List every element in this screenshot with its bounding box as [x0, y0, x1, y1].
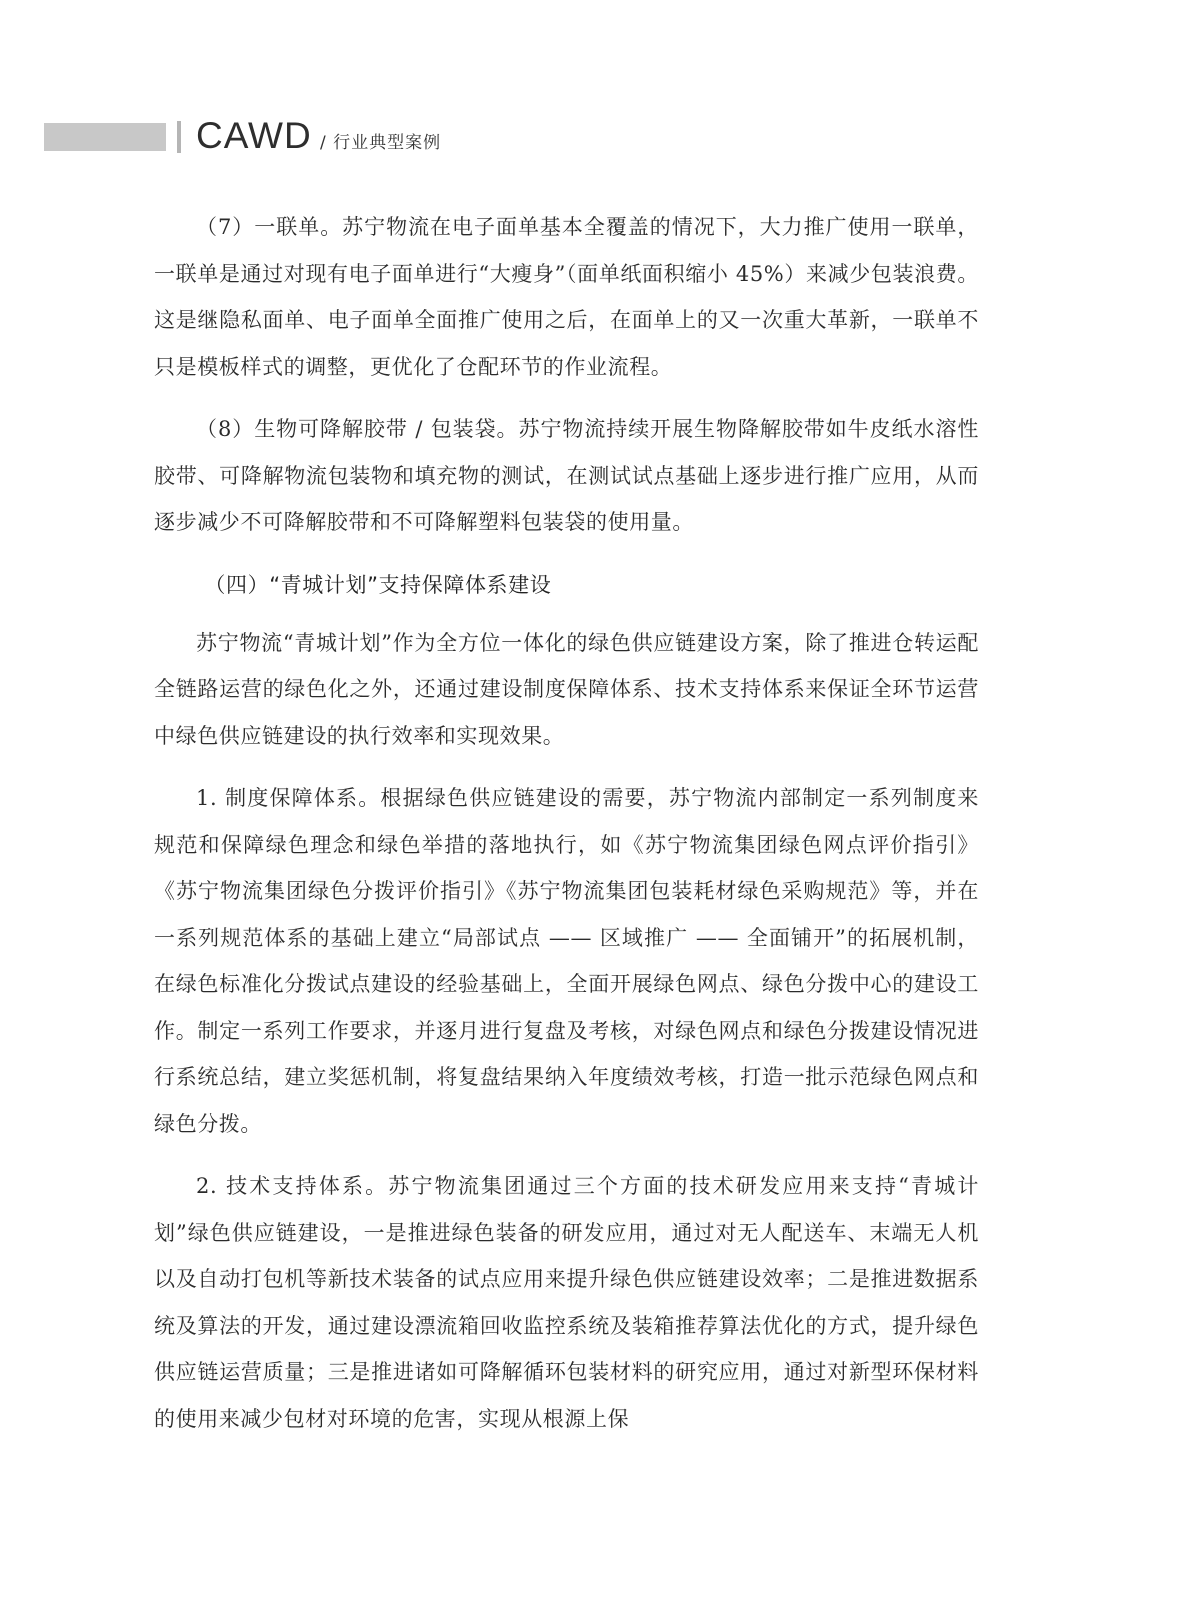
paragraph-institutional-system: 1. 制度保障体系。根据绿色供应链建设的需要，苏宁物流内部制定一系列制度来规范和保障绿色理念和绿色举措的落地执行，如《苏宁物流集团绿色网点评价指引》《苏宁物流集团绿色分拨评价指引》《苏宁物流集团包装耗材绿色采购规范》等，并在一系列规范体系的基础上建立“局部试点 —— 区域推广 —— 全面铺开”的拓展机制，在绿色标准化分拨试点建设的经验基础上，全面开展绿色网点、绿色分拨中心的建设工作。制定一系列工作要求，并逐月进行复盘及考核，对绿色网点和绿色分拨建设情况进行系统总结，建立奖惩机制，将复盘结果纳入年度绩效考核，打造一批示范绿色网点和绿色分拨。 — [154, 786, 979, 1136]
paragraph-biodegradable-tape: （8）生物可降解胶带 / 包装袋。苏宁物流持续开展生物降解胶带如牛皮纸水溶性胶带、可降解物流包装物和填充物的测试，在测试试点基础上逐步进行推广应用，从而逐步减少不可降解胶带和不可降解塑料包装袋的使用量。 — [154, 417, 979, 534]
section-heading: （四）“青城计划”支持保障体系建设 — [204, 572, 552, 597]
page-body — [154, 204, 979, 1458]
paragraph-technical-system: 2. 技术支持体系。苏宁物流集团通过三个方面的技术研发应用来支持“青城计划”绿色供应链建设，一是推进绿色装备的研发应用，通过对无人配送车、末端无人机以及自动打包机等新技术装备的试点应用来提升绿色供应链建设效率；二是推进数据系统及算法的开发，通过建设漂流箱回收监控系统及装箱推荐算法优化的方式，提升绿色供应链运营质量；三是推进诸如可降解循环包装材料的研究应用，通过对新型环保材料的使用来减少包材对环境的危害，实现从根源上保 — [154, 1174, 979, 1431]
header-logo: CAWD — [196, 115, 312, 156]
paragraph-qingcheng-plan: 苏宁物流“青城计划”作为全方位一体化的绿色供应链建设方案，除了推进仓转运配全链路运营的绿色化之外，还通过建设制度保障体系、技术支持体系来保证全环节运营中绿色供应链建设的执行效率和实现效果。 — [154, 630, 979, 748]
paragraph-single-waybill: （7）一联单。苏宁物流在电子面单基本全覆盖的情况下，大力推广使用一联单，一联单是通过对现有电子面单进行“大瘦身”（面单纸面积缩小 45%）来减少包装浪费。这是继隐私面单、电子面单全面推广使用之后，在面单上的又一次重大革新，一联单不只是模板样式的调整，更优化了仓配环节的作业流程。 — [154, 215, 979, 379]
header-divider — [177, 121, 181, 153]
header-section-title: / 行业典型案例 — [320, 133, 442, 153]
header-gray-bar — [44, 123, 166, 151]
